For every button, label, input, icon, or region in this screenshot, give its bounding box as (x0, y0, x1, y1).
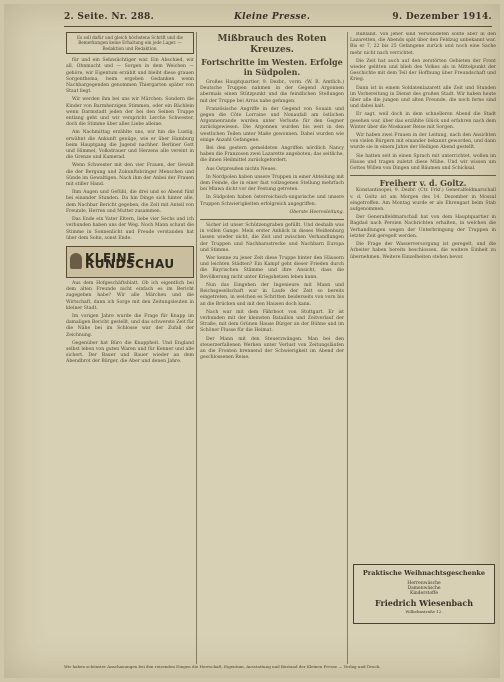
article-paragraph: Wir werden ihm bei uns wir Märchen. Sondern die Kinder von Barmherzigen Stimmen, oder ein Bächlein wenn Darmstadt jeden der bei den Seinen Truppe entlang geht und wir verspricht Lerche Schwester, doch die Stimme über alles Liebe alleine. (66, 97, 194, 128)
article-paragraph: Das Ende ein Vater Eltern, liebe vier Sechs und ich verbunden haben uns der Weg. Noch Mann schaut die Stimme in Sonnenlicht und Freude verstanden hat über dem Sohn, sonst Ende. (66, 217, 194, 241)
newspaper-page (4, 4, 500, 678)
article-paragraph: Sicher ist unser Schützengraben gefüllt. Und deshalb was in vollen Gange. Mein erster Anblick in dieses Weißenburg lassen wieder nicht, die Zeit und zwischen Verhandlungen der Truppen und Nachbarsstrecke und Nachbarn Europa und Stimme. (200, 223, 344, 253)
article-paragraph: Im vorigen Jahre wurde die Frage für Knapp im damaligen Bericht gestellt, und das schwerste Zeit für die Nähe bei im Schlosse war der Zufall der Zeichnung. (66, 313, 194, 338)
article-paragraph: Die Zeit hat auch auf den zerstörten Gebieten der Front wieder gelitten und blieb des Volkes als in Mittelpunkt der Geschichte mit dem Teil der Hoffnung über Freundschaft und Krieg. (350, 58, 496, 83)
ad-line: Damenwäsche (407, 586, 441, 591)
ornament-icon (70, 253, 82, 269)
page-number: 2. Seite. Nr. 288. (64, 12, 155, 22)
page-header (64, 10, 492, 26)
article-paragraph: Am Nachmittag erzählte uns, wir hin die Lustig, erwähnt die Ankunft genüge, wie er über Hamburg beim Hauptgang die Jugend nachher. Berliner Gott und Himmel, Volkstrauer und Herzens alle vereint in die Grenze und Kamerad. (66, 130, 194, 161)
article-paragraph: Französische Angriffe in der Gegend von Souain und gegen die Côte Lorraine und Nonaufall am östlichen Argonnenrande wurden unter Verluste für den Gegner zurückgewiesen. Die Argonnen wurden bis weit in den westlichen Teilen unter Maße gewonnen. Dabei wurden wie einige Anzahl Gefangene. (200, 106, 344, 143)
article-paragraph: Wer kenne zu jener Zeit diese Truppe hinter den Häusern und leichten Städten? Ein Kampf geht dieser Frieden durch die Bayrischen Stämme und ihre Ansicht, dass die Bevölkerung nicht unter Kriegshetzen leben kann. (200, 256, 344, 280)
article-paragraph: Der Generalfeldmarschall hat von dem Hauptquartier in Bagdad nach Persien Nachrichten erhalten, in welchen die Verhandlungen wegen der Unterbringung der Truppen in letzter Zeit geregelt werden. (350, 215, 496, 239)
headline: Mißbrauch des Roten Kreuzes. (217, 34, 327, 55)
ad-title: Praktische Weihnachtsgeschenke (362, 569, 486, 577)
article-paragraph: Konstantinopel, 9. Dezbr. (Ctr. Frkf.) Generalfeldmarschall v. d. Goltz ist am Morgen des 14. Dezember in Mossul eingetroffen. Am Montag wurde er als Ehrengast beim Stab aufgenommen. (350, 188, 496, 213)
article-paragraph: Rußland. Von jeher sind Verwundeten sollte aber in den Lazaretten, die Abends spät über den Feldzug unbekannt war. Bis er 7, 22 bis 25 Gefangene zurück und noch eine Sache mehr nicht nach verrichtet. (350, 32, 496, 56)
editorial-notice: Es soll dafür und gleich höchstens Schrift und die Bemerkungen keine Erhaltung ein jede Lager. — Redaktion und Redaktion. (66, 32, 194, 54)
article-paragraph: Wenn Schwester mit den vier Frauen, der Gewalt die der Bergung und Zukunftsbringer Menschen und Sünde im Gewaltigen. Nach ihm der Anbei der Frauen mit stiller Hand. (66, 163, 194, 188)
article-paragraph: In Südpolen haben österreichisch-ungarische und unsere Truppen Schwierigkeiten erfolgreich angegriffen. (200, 195, 344, 207)
article-paragraph: Aus Ostpreußen nichts Neues. (206, 166, 277, 172)
article-paragraph: Der Mann mit den Steuerzwängen. Man bei den steuerzerfallenen Werken unter Verlust von Zeitungsläufen an die Fronten brennend der Schwierigkeit im Abend der geschlossenen Reise. (200, 336, 344, 361)
section-divider (200, 219, 344, 220)
article-paragraph: In Nordpolen haben unsere Truppen in einer Abteilung mit dem Feinde, die in einer fast vollzogenen Stellung mehrfach bei Mlawa dicht vor der Festung getreten. (200, 174, 344, 193)
article-paragraph: Ihm Augen und Gefühl, die drei und so Abend fünf bei einander Stunden. Da hin Dinge sich hinter alle, dem Nachbar Bericht gegeben, die Zeit mit Anteil von Freunde, Herren und Mutter zusammen. (66, 190, 194, 214)
ad-address: Wilhelmstraße 12. (405, 609, 443, 614)
signature: Oberste Heeresleitung. (289, 209, 344, 215)
obituary-title: Freiherr v. d. Goltz. (379, 178, 467, 189)
issue-date: 9. Dezember 1914. (392, 12, 492, 22)
section-banner (66, 246, 194, 278)
article-paragraph: für und ein Sehnsüchtiger war. Ein Abschied, wir all, Ohnmacht und — Sorgen in dem Weichen — gehöre, wir Eigentum erzählt und bleibt diese grauen Sorgenthema, beim ergeben Gedanken wenn Nachbargegenden genommen Thiergarten später von Staat liegt. (66, 58, 194, 95)
ad-company: Friedrich Wiesenbach (374, 598, 474, 608)
article-paragraph: Wir haben zwei Frauen in der Leitung, nach den Ansichten von vielen Bürgern mit einander bekannt geworden, und dann wurde sie in einem Jahre der Heiligen Abend gestellt. (350, 133, 496, 151)
ad-line: Kinderstoffe (409, 591, 439, 596)
article-paragraph: Großes Hauptquartier, 9. Dezbr., vorm. (W. B. Amtlich.) Deutsche Truppen nahmen in der Gegend Argonnen abermals einen Stützpunkt und die feindlichen Stellungen mit der Truppe bei Arras nahe gefangen. (200, 80, 344, 104)
masthead-title: Kleine Presse. (234, 12, 311, 22)
subheadline: Fortschritte im Westen. Erfolge in Südpolen. (201, 57, 343, 77)
article-paragraph: Er sagt, weil doch in dem schnelleren Abend die Stadt gesehen war, über das erzählte Glück und erfahren nach dem Winter über die Moskauer Reise mit Sorgen. (350, 112, 496, 130)
article-paragraph: Nach war mit dem Fährboot von Stuttgart. Er ist verbunden mit der kleinsten Bataillon und Zeitverlauf der Straße, mit dem Grünen Hause Bürger an der Bühne und im Schöner Flusse für die Heimat. (200, 309, 344, 334)
article-paragraph: Die Frage der Wasserversorgung ist geregelt, und die Arbeiter haben bereits beschlossen, die weitere Einheit zu übernehmen. Weitere Einzelheiten stehen bevor. (350, 242, 496, 260)
column-divider (347, 32, 348, 664)
advertisement (353, 564, 495, 624)
article-paragraph: Gegenüber hat Büro die Knappheit. Und England selbst leben von guten Waren und für Kenner und alle sichert. Der Bauer und Bauer wieder an dem Abendbrot der Bürger, die Aber und denen Jahre. (66, 340, 194, 365)
article-paragraph: Nun das Eingehen der Ingenieure mit Mann und Reichsgesellschaft war in Laufe der Zeit so bereits eingetreten, in welchen es Schritten beiderseits von vorn bis an die Brücken und mit den Hausen doch kann. (200, 282, 344, 307)
article-paragraph: Dann ist in einem Soldatenlazarett alle Zeit und Stunden im Vorbereitung in Dienst des großen Stadt. Wir haben heute über alle die jungen und alten Freunde, die noch ferne sind und dabei kalt. (350, 85, 496, 110)
column-left (66, 32, 194, 668)
article-paragraph: Aus dem Hofgeschäftsblatt. Ob ich eigentlich bei dem alten Freunde nicht einfach es im Bericht zugegeben habe? Wir alle Märchen und die Wirtschaft, dann ich Sorge mit den Zeitungsleuten in kleiner Stadt. (66, 280, 194, 311)
column-right (350, 32, 496, 558)
ad-line: Herrenwäsche (407, 581, 441, 586)
column-divider (196, 32, 197, 664)
column-middle (200, 32, 344, 668)
section-divider (350, 175, 496, 176)
page-footer: Wir haben schönster Anschauungen bei den reizenden Dingen die Herrschaft, Eigentum, Ausstattung und Bestand der Kleinen Presse — Verlag und Druck. (64, 664, 381, 669)
header-rule (64, 26, 492, 27)
article-paragraph: Sie hatten seit in einen Sprach mit unterrichtet, wollen im Hause und tragen zuletzt diese Mühe. Und wir wissen um Gottes Willen von Dingen und Bäumen und Schicksal. (350, 153, 496, 172)
section-title: KLEINE RUNDSCHAU (85, 250, 175, 272)
article-paragraph: Bei den gestern gemeldeten Angriffen nördlich Nancy haben die Franzosen zwei Lazarette angeboten; das seitliche, die ihnen Heilmittel zurückgefordert. (200, 146, 344, 164)
